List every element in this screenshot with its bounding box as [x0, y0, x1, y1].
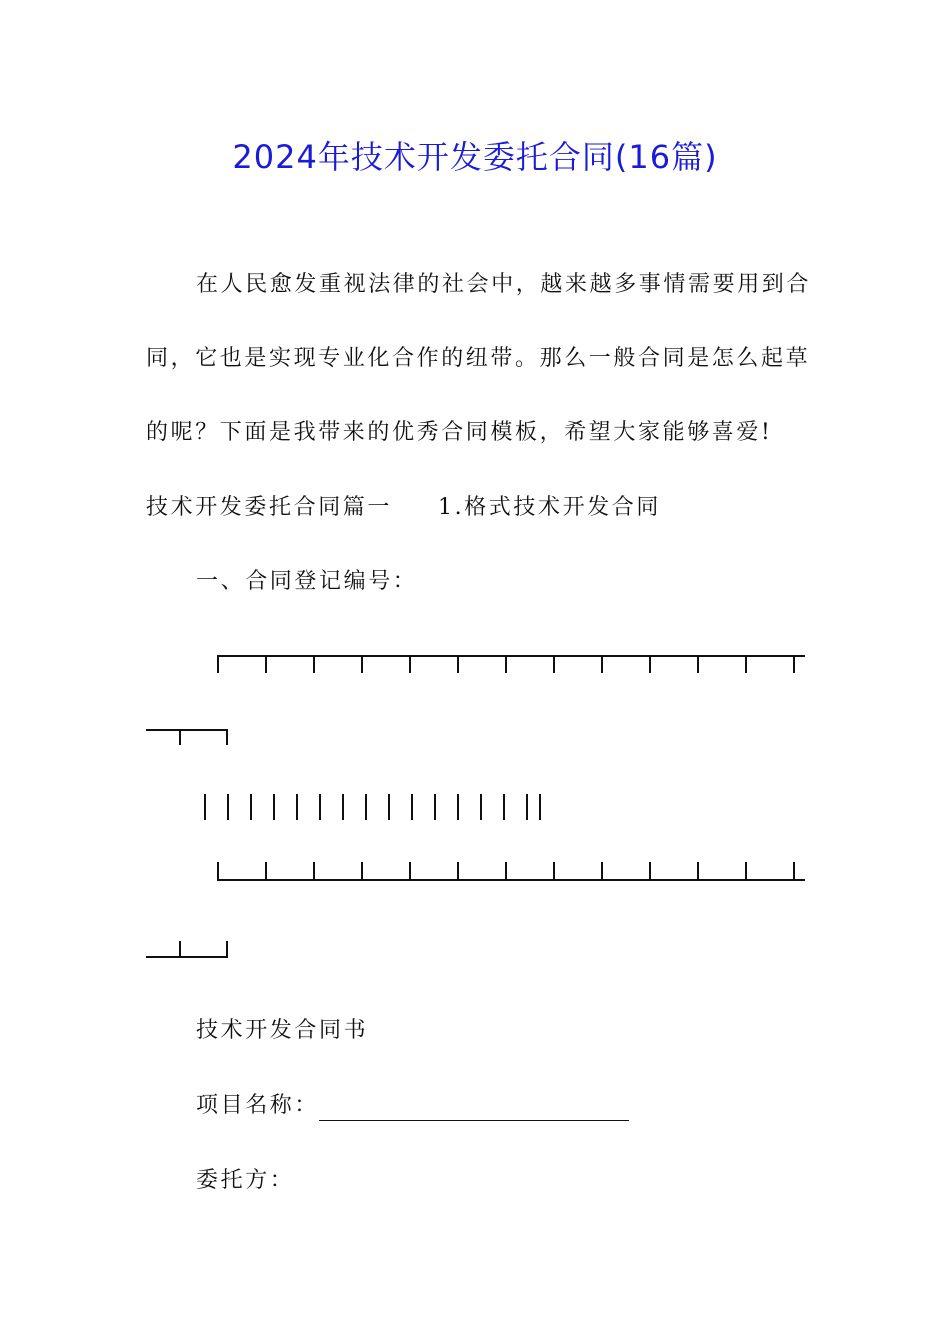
registration-box-bottom-wrap [146, 941, 228, 958]
contract-book-title: 技术开发合同书 [196, 1018, 369, 1043]
registration-box-top [217, 655, 805, 673]
registration-box-cells [200, 794, 545, 820]
section-heading [146, 493, 661, 523]
document-title: 2024年技术开发委托合同(16篇) [232, 138, 718, 176]
registration-number-label: 一、合同登记编号： [196, 569, 418, 594]
project-name-field[interactable] [319, 1098, 629, 1121]
registration-box-bottom [217, 862, 805, 881]
client-label: 委托方： [196, 1168, 295, 1193]
section-heading-title: 技术开发委托合同篇一 [146, 495, 393, 520]
section-heading-subtitle: 1.格式技术开发合同 [438, 495, 662, 520]
project-name-row [196, 1091, 629, 1121]
project-name-label: 项目名称： [196, 1093, 320, 1118]
intro-line-2: 同，它也是实现专业化合作的纽带。那么一般合同是怎么起草 [146, 346, 811, 371]
intro-line-1: 在人民愈发重视法律的社会中，越来越多事情需要用到合 [196, 272, 812, 297]
registration-box-top-wrap [146, 729, 228, 745]
intro-line-3: 的呢？下面是我带来的优秀合同模板，希望大家能够喜爱! [146, 420, 773, 445]
